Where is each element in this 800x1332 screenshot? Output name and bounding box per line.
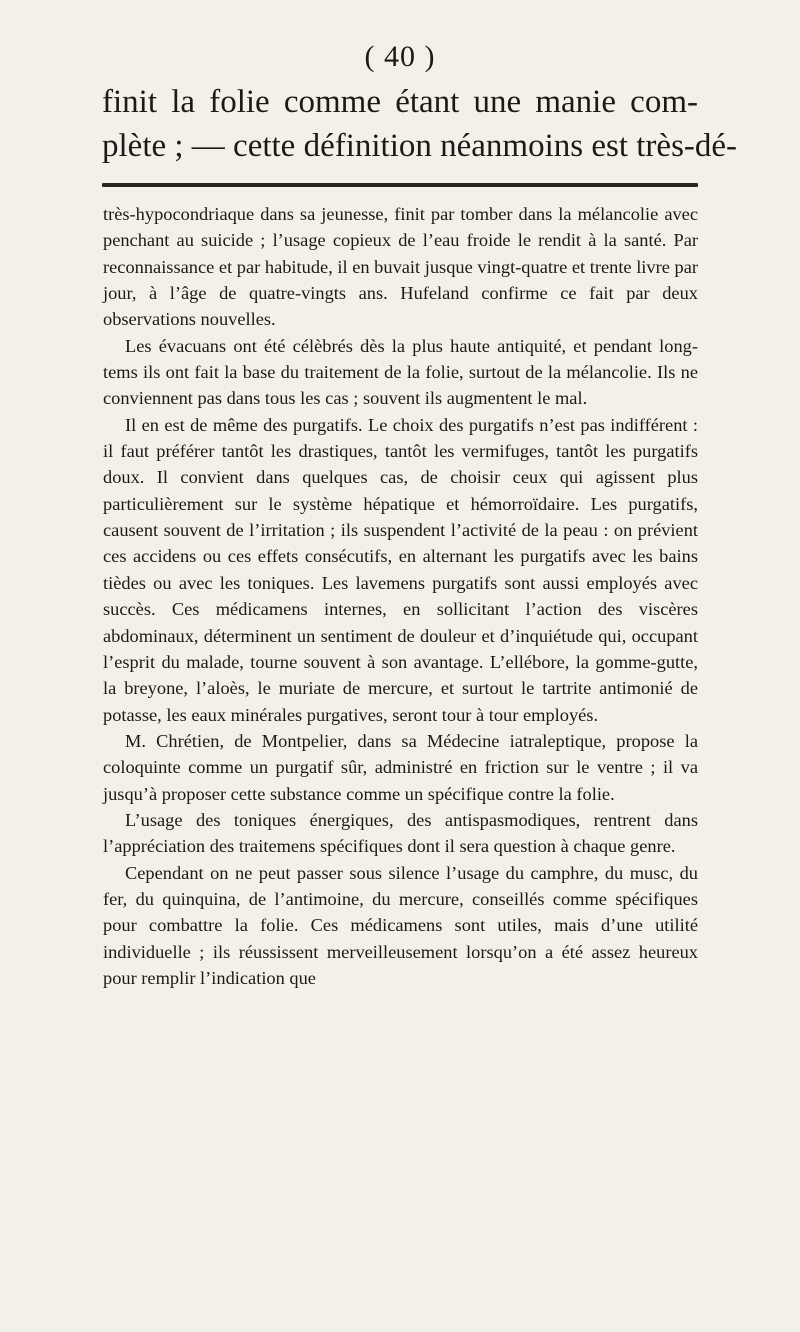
footnote-paragraph: Il en est de même des purgatifs. Le choix des purgatifs n’est pas indifférent : il faut préférer tantôt les drastiques, tantôt les vermifuges, tantôt les purgatifs doux. Il convient dans quelques cas, de choisir ceux qui agissent plus particulièrement sur le système hépatique et hémorroïdaire. Les purgatifs, causent souvent de l’irritation ; ils suspendent l’activité de la peau : on prévient ces accidens ou ces effets consécutifs, en alternant les purgatifs avec les bains tièdes ou avec les toniques. Les lavemens purgatifs sont aussi employés avec succès. Ces médicamens internes, en sollicitant l’action des viscères abdominaux, déterminent un sentiment de douleur et d’inquiétude qui, occupant l’esprit du malade, tourne souvent à son avantage. L’ellébore, la gomme-gutte, la breyone, l’aloès, le muriate de mercure, et surtout le tartrite antimonié de potasse, les eaux minérales purgatives, seront tour à tour employés. xyxy=(103,414,698,725)
footnote-paragraph: très-hypocondriaque dans sa jeunesse, finit par tomber dans la mélancolie avec penchant au suicide ; l’usage copieux de l’eau froide le rendit à la santé. Par reconnaissance et par habitude, il en buvait jusque vingt-quatre et trente livre par jour, à l’âge de quatre-vingts ans. Hufeland confirme ce fait par deux observations nouvelles. xyxy=(103,204,698,330)
footnote-paragraph: M. Chrétien, de Montpelier, dans sa Médecine iatraleptique, propose la coloquinte comme un purgatif sûr, administré en friction sur le ventre ; il va jusqu’à proposer cette substance comme un spécifique contre la folie. xyxy=(103,730,698,804)
footnote-separator-rule xyxy=(102,183,698,187)
main-text xyxy=(102,80,738,168)
footnote-paragraph: Les évacuans ont été célèbrés dès la plus haute antiquité, et pendant long-tems ils ont fait la base du traitement de la folie, surtout de la mélancolie. Ils ne conviennent pas dans tous les cas ; souvent ils augmentent le mal. xyxy=(103,335,698,409)
main-text-line: finit la folie comme étant une manie com- xyxy=(102,84,698,120)
footnote-block xyxy=(103,201,698,991)
footnote-paragraph: L’usage des toniques énergiques, des antispasmodiques, rentrent dans l’appréciation des traitemens spécifiques dont il sera question à chaque genre. xyxy=(103,809,698,857)
main-text-line: plète ; — cette définition néanmoins est très-dé- xyxy=(102,128,738,164)
page-number: ( 40 ) xyxy=(364,40,436,73)
footnote-paragraph: Cependant on ne peut passer sous silence l’usage du camphre, du musc, du fer, du quinquina, de l’antimoine, du mercure, conseillés comme spécifiques pour combattre la folie. Ces médicamens sont utiles, mais d’une utilité individuelle ; ils réussissent merveilleusement lorsqu’on a été assez heureux pour remplir l’indication que xyxy=(103,862,698,988)
